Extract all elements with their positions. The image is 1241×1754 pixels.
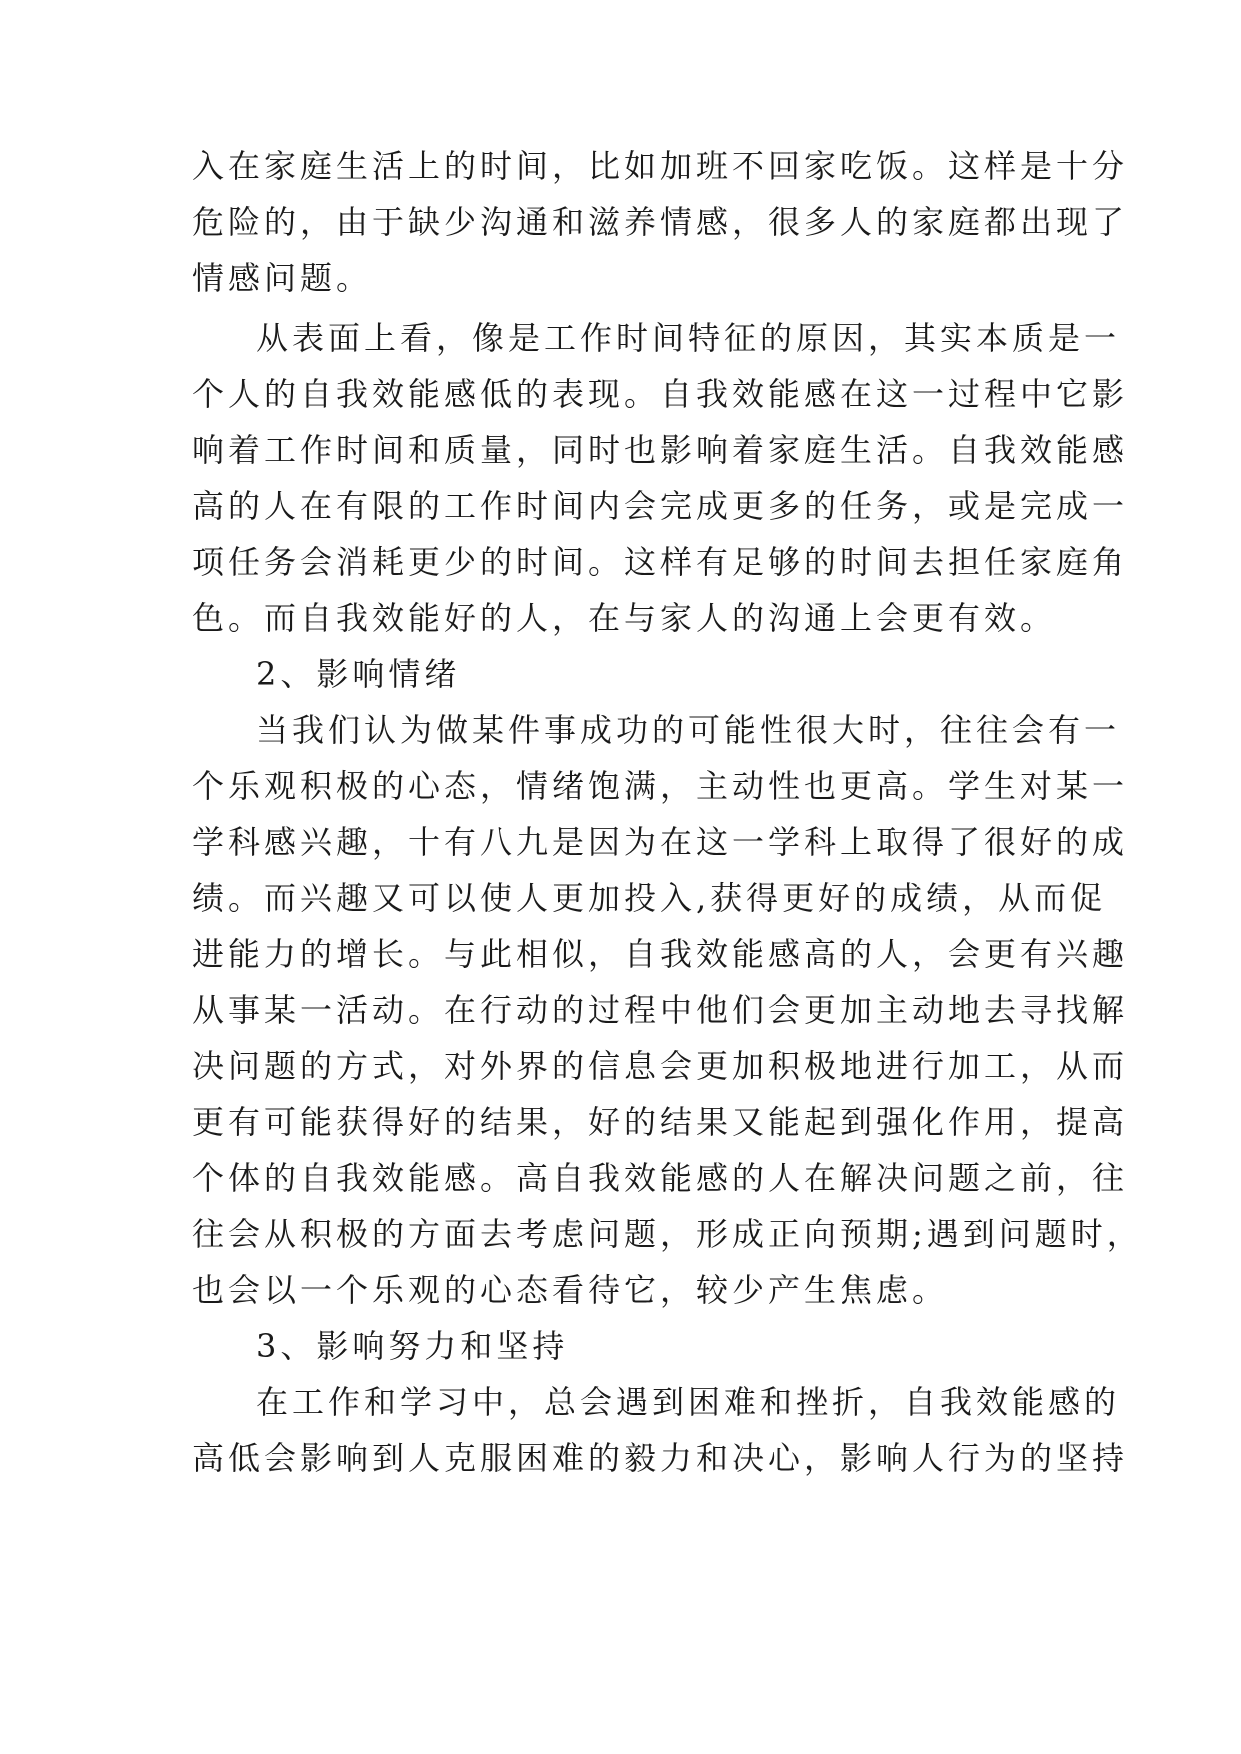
text-line: 个体的自我效能感。高自我效能感的人在解决问题之前，往 (192, 1159, 1129, 1197)
text-line: 学科感兴趣，十有八九是因为在这一学科上取得了很好的成 (192, 823, 1129, 861)
paragraph-first-line: 从表面上看，像是工作时间特征的原因，其实本质是一 (256, 319, 1121, 357)
text-line: 绩。而兴趣又可以使人更加投入,获得更好的成绩，从而促 (192, 879, 1107, 917)
text-line: 个人的自我效能感低的表现。自我效能感在这一过程中它影 (192, 375, 1129, 413)
paragraph-first-line: 当我们认为做某件事成功的可能性很大时，往往会有一 (256, 711, 1121, 749)
text-line: 从事某一活动。在行动的过程中他们会更加主动地去寻找解 (192, 991, 1129, 1029)
text-line: 响着工作时间和质量，同时也影响着家庭生活。自我效能感 (192, 431, 1129, 469)
paragraph-first-line: 在工作和学习中，总会遇到困难和挫折，自我效能感的 (256, 1383, 1121, 1421)
text-line: 个乐观积极的心态，情绪饱满，主动性也更高。学生对某一 (192, 767, 1129, 805)
section-heading: 3、影响努力和坚持 (256, 1327, 569, 1365)
text-line: 决问题的方式，对外界的信息会更加积极地进行加工，从而 (192, 1047, 1129, 1085)
text-line: 色。而自我效能好的人，在与家人的沟通上会更有效。 (192, 599, 1057, 637)
text-line: 往会从积极的方面去考虑问题，形成正向预期;遇到问题时， (192, 1215, 1143, 1253)
text-line: 高低会影响到人克服困难的毅力和决心，影响人行为的坚持 (192, 1439, 1129, 1477)
text-line: 危险的，由于缺少沟通和滋养情感，很多人的家庭都出现了 (192, 203, 1129, 241)
text-line: 更有可能获得好的结果，好的结果又能起到强化作用，提高 (192, 1103, 1129, 1141)
section-heading: 2、影响情绪 (256, 655, 461, 693)
text-line: 高的人在有限的工作时间内会完成更多的任务，或是完成一 (192, 487, 1129, 525)
text-line: 也会以一个乐观的心态看待它，较少产生焦虑。 (192, 1271, 949, 1309)
text-line: 项任务会消耗更少的时间。这样有足够的时间去担任家庭角 (192, 543, 1129, 581)
text-line: 入在家庭生活上的时间，比如加班不回家吃饭。这样是十分 (192, 147, 1129, 185)
text-line: 进能力的增长。与此相似，自我效能感高的人，会更有兴趣 (192, 935, 1129, 973)
text-line: 情感问题。 (192, 259, 373, 297)
